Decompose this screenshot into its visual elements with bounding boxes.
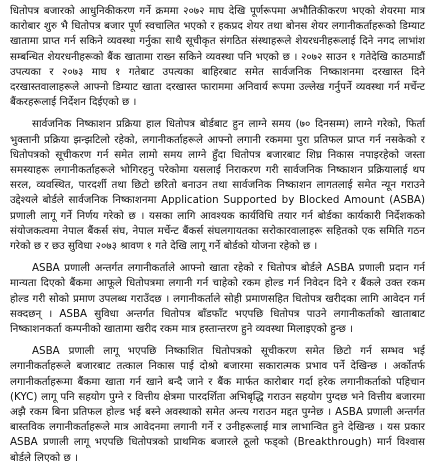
paragraph-asba-mechanism: ASBA प्रणाली अन्तर्गत लगानीकर्ताले आफ्नो खाता रहेको र धितोपत्र बोर्डले ASBA प्रणाली प्रदान गर्न मान्यता दिएको बैंकमा आफूले धितोपत्रमा लगानी गर्न चाहेको रकम होल्ड गर्न निवेदन दिने र बैंकले उक्त रकम होल्ड गरी सोको प्रमाण उपलब्ध गराउँदछ । लगानीकर्ताले सोही प्रमाणसहित धितोपत्र खरीदका लागि आवेदन गर्न सक्दछन् । ASBA सुविधा अन्तर्गत धितोपत्र बाँडफाँट भएपछि धितोपत्र पाउने लगानीकर्ताको खाताबाट निष्काशनकर्ता कम्पनीको खातामा खरीद रकम मात्र हस्तान्तरण हुने व्यवस्था मिलाइएको हुन्छ । [10, 262, 425, 336]
paragraph-spacer [10, 254, 425, 261]
paragraph-demat-automation: धितोपत्र बजारको आधुनिकीकरण गर्ने क्रममा २०७२ माघ देखि पूर्णरूपमा अभौतिकीकरण भएको शेयरमा मात्र कारोबार शुरु भै धितोपत्र बजार पूर्ण स्वचालित भएको र हकप्रद शेयर तथा बोनस शेयर लगानीकर्ताहरूको डिम्याट खातामा प्राप्त गर्न सकिने व्यवस्था गर्नुका साथै सूचीकृत संगठित संस्थाहरूले शेयरधनीहरूलाई दिने नगद लाभांश सम्बन्धित शेयरधनीहरूको बैंक खातामा राख्न सकिने व्यवस्था पनि भएको छ । २०७२ साउन १ गतेदेखि काठमाडौं उपत्यका र २०७३ माघ १ गतेबाट उपत्यका बाहिरबाट समेत सार्वजनिक निष्काशनमा दरखास्त दिने दरखास्तवालाहरूले आफ्नो डिम्याट खाता दरखास्त फाराममा अनिवार्य रूपमा उल्लेख गर्नुपर्ने व्यवस्था गर्न मर्चेन्ट बैंकरहरूलाई निर्देशन दिईएको छ । [10, 5, 425, 109]
paragraph-spacer [10, 337, 425, 344]
paragraph-spacer [10, 110, 425, 117]
paragraph-asba-benefits: ASBA प्रणाली लागू भएपछि निष्काशित धितोपत्रको सूचीकरण समेत छिटो गर्न सम्भव भई लगानीकर्ताहरूले बजारबाट तत्काल निकास पाई दोश्रो बजारमा सकारात्मक प्रभाव पर्ने देखिन्छ । अर्कोतर्फ लगानीकर्ताहरूमा बैंकमा खाता गर्न खाने बन्दै जाने र बैंक मार्फत कारोबार गर्दा हरेक लगानीकर्ताको पहिचान (KYC) लागू पनि सहयोग पुग्ने र वित्तीय क्षेत्रमा पारदर्शिता अभिबृद्धि गराउन सहयोग पुग्दछ भने वित्तीय बजारमा अझै रकम बिना प्रतिफल होल्ड भई बस्ने अवस्थाको समेत अन्त्य गराउन मद्दत पुग्नेछ । ASBA प्रणाली अन्तर्गत बास्तविक लगानीकर्ताहरूले मात्र आवेदनमा लगानी गर्ने र उनीहरूलाई मात्र लाभान्वित हुने देखिन्छ । यस प्रकार ASBA प्रणाली लागू भएपछि धितोपत्रको प्राथमिक बजारले ठूलो फड्को (Breakthrough) मार्न विश्वास बोर्डले लिएको छ । [10, 345, 425, 464]
paragraph-public-issue-process: सार्वजनिक निष्काशन प्रक्रिया हाल धितोपत्र बोर्डबाट हुन लाग्ने समय (७० दिनसम्म) लाग्ने गरेको, फिर्ता भुक्तानी प्रक्रिया झन्झटिलो रहेको, लगानीकर्ताहरूले आफ्नो लगानी रकममा पुरा प्रतिफल प्राप्त गर्न नसकेको र धितोपत्रको सूचीकरण गर्न समेत लामो समय लाग्ने हुँदा धितोपत्र बजारबाट शिघ्र निकास नपाइरहेको जस्ता समस्याहरू लगानीकर्ताहरूले भोगिरहनु परेकोमा यसलाई निराकरण गरी सार्वजनिक निष्काशन प्रक्रियालाई थप सरल, व्यवस्थित, पारदर्शी तथा छिटो छरितो बनाउन तथा सार्वजनिक निष्काशन लागतलाई समेत न्यून गराउने उद्देश्यले बोर्डले सार्वजनिक निष्काशनमा Application Supported by Blocked Amount (ASBA) प्रणाली लागू गर्ने निर्णय गरेको छ । यसका लागि आवश्यक कार्यविधि तयार गर्न बोर्डका कार्यकारी निर्देशकको संयोजकत्वमा नेपाल बैंकर्स संघ, नेपाल मर्चेन्ट बैंकर्स संघलगायतका सरोकारवालाहरू सहितको एक समिति गठन गरेको छ र छउ सुविधा २०७३ श्रावण १ गते देखि लागू गर्ने बोर्डको योजना रहेको छ । [10, 118, 425, 253]
